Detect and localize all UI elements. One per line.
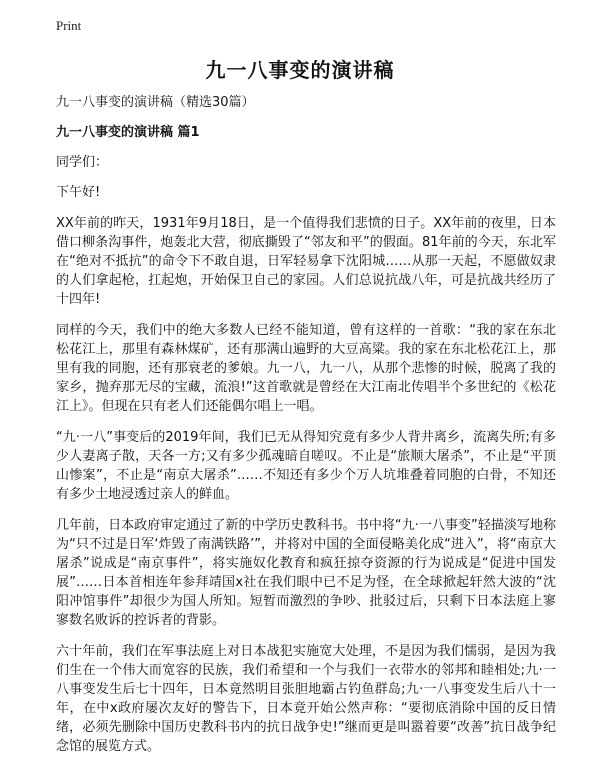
print-link[interactable]: Print <box>56 18 82 33</box>
page-title: 九一八事变的演讲稿 <box>205 58 395 82</box>
paragraph-4: 几年前，日本政府审定通过了新的中学历史教科书。书中将“九·一八事变”轻描淡写地称为“只不过是日军‘炸毁了南满铁路’”，并将对中国的全面侵略美化成“进入”，将“南京大屠杀”说成是“南京事件”，将实施奴化教育和疯狂掠夺资源的行为说成是“促进中国发展”……日本首相连年参拜靖国x社在我们眼中已不足为怪，在全球掀起轩然大波的“沈阳冲馆事件”却很少为国人所知。短暂而激烈的争吵、批驳过后，只剩下日本法庭上寥寥数名败诉的控诉者的背影。 <box>56 518 556 628</box>
paragraph-3: “九·一八”事变后的2019年间，我们已无从得知究竟有多少人背井离乡，流离失所;有多少人妻离子散，天各一方;又有多少孤魂暗自嗟叹。不止是“旅顺大屠杀”，不止是“平顶山惨案”，不止是“南京大屠杀”……不知还有多少个万人坑堆叠着同胞的白骨，不知还有多少土地浸透过亲人的鲜血。 <box>56 430 556 502</box>
salutation: 下午好! <box>56 185 101 200</box>
paragraph-1: XX年前的昨天，1931年9月18日，是一个值得我们悲愤的日子。XX年前的夜里，日本借口柳条沟事件，炮轰北大营，彻底撕毁了“邻友和平”的假面。81年前的今天，东北军在“绝对不抵抗”的命令下不敢自退，日军轻易拿下沈阳城……从那一天起，不愿做奴隶的人们拿起枪，扛起炮，开始保卫自己的家园。人们总说抗战八年，可是抗战共经历了十四年! <box>56 216 556 307</box>
section-heading: 九一八事变的演讲稿 篇1 <box>56 125 200 140</box>
document-subtitle: 九一八事变的演讲稿（精选30篇） <box>56 95 255 110</box>
greeting: 同学们： <box>56 155 109 170</box>
paragraph-2: 同样的今天，我们中的绝大多数人已经不能知道，曾有这样的一首歌：“我的家在东北松花江上，那里有森林煤矿，还有那满山遍野的大豆高粱。我的家在东北松花江上，那里有我的同胞，还有那衰老的爹娘。九一八，九一八，从那个悲惨的时候，脱离了我的家乡，抛弃那无尽的宝藏，流浪!”这首歌就是曾经在大江南北传唱半个多世纪的《松花江上》。但现在只有老人们还能偶尔唱上一唱。 <box>56 323 556 414</box>
document-body <box>56 94 556 768</box>
paragraph-5: 六十年前，我们在军事法庭上对日本战犯实施宽大处理，不是因为我们懦弱，是因为我们生在一个伟大而宽容的民族，我们希望和一个与我们一衣带水的邻邦和睦相处;九·一八事变发生后七十四年，日本竟然明目张胆地霸占钓鱼群岛;九·一八事变发生后八十一年，在中x政府屡次友好的警告下，日本竟开始公然声称：“要彻底消除中国的反日情绪，必须先删除中国历史教科书内的抗日战争史!”继而更是叫嚣着要“改善”抗日战争纪念馆的展览方式。 <box>56 644 556 754</box>
